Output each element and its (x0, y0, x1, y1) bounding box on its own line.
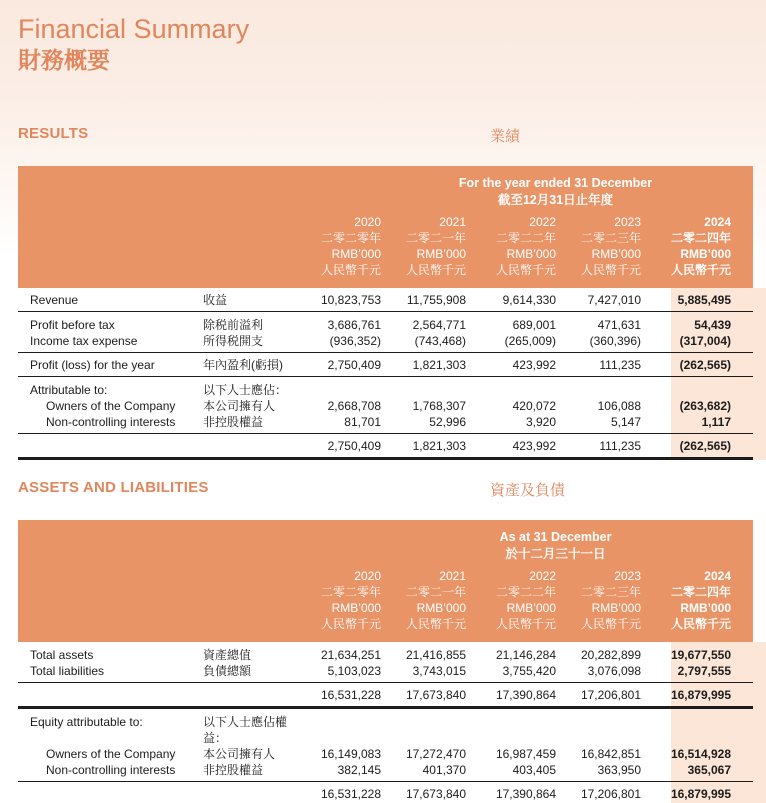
year-header-line-unit: RMB’000 (331, 247, 381, 261)
value-cell: (265,009) (504, 334, 556, 348)
table-row (18, 687, 753, 703)
year-header-line-year_zh: 二零二二年 (495, 231, 556, 245)
value-cell: 7,427,010 (587, 293, 641, 307)
year-column-header-2024 (641, 568, 739, 632)
year-header-line-year_zh: 二零二三年 (580, 585, 641, 599)
value-cell: 16,531,228 (320, 688, 381, 702)
value-cell: 111,235 (599, 439, 641, 453)
value-cell: 2,750,409 (327, 439, 381, 453)
value-cell: 21,416,855 (405, 648, 466, 662)
year-column-header-2023 (556, 214, 641, 278)
table-row (18, 317, 753, 333)
year-header-line-unit: RMB’000 (506, 247, 556, 261)
value-cell: 16,842,851 (580, 747, 641, 761)
year-header-line-year: 2022 (529, 569, 556, 583)
section-heading-zh: 業績 (490, 128, 521, 145)
year-header-line-unit: RMB’000 (591, 601, 641, 615)
value-cell: 17,390,864 (495, 688, 556, 702)
year-header-line-year_zh: 二零二三年 (580, 231, 641, 245)
band-title-en: For the year ended 31 December (458, 176, 653, 190)
year-header-line-unit_zh: 人民幣千元 (580, 617, 641, 631)
year-header-line-year_zh: 二零二零年 (320, 231, 381, 245)
value-cell: 17,206,801 (580, 787, 641, 801)
value-cell: 3,743,015 (412, 664, 466, 678)
year-column-headers (18, 214, 753, 278)
table-row-group (18, 642, 753, 683)
year-header-line-year: 2021 (439, 569, 466, 583)
table-row (18, 438, 753, 454)
row-label-zh (203, 786, 303, 802)
row-label-zh: 非控股權益 (203, 415, 264, 429)
value-cell (381, 714, 466, 746)
table-row (18, 746, 753, 762)
year-header-line-unit: RMB’000 (416, 247, 466, 261)
row-label-en: Non-controlling interests (46, 763, 176, 777)
row-label-zh: 資產總值 (203, 648, 252, 662)
year-column-header-2024 (641, 214, 739, 278)
year-header-line-unit: RMB’000 (506, 601, 556, 615)
row-label-en (18, 786, 203, 802)
value-cell: 401,370 (422, 763, 466, 777)
year-header-line-year: 2024 (704, 215, 731, 229)
year-header-line-year: 2024 (704, 569, 731, 583)
value-cell: 52,996 (429, 415, 466, 429)
results-section (0, 125, 766, 460)
value-cell: 1,768,307 (412, 399, 466, 413)
value-cell: 3,076,098 (587, 664, 641, 678)
year-column-header-2020 (303, 568, 381, 632)
table-row-group (18, 683, 753, 709)
year-column-headers (18, 568, 753, 632)
table-body (18, 642, 753, 803)
year-header-line-unit_zh: 人民幣千元 (670, 617, 731, 631)
value-cell (641, 714, 739, 746)
year-header-line-unit_zh: 人民幣千元 (320, 617, 381, 631)
value-cell (303, 714, 381, 746)
table-row (18, 333, 753, 349)
assets-liabilities-table (18, 520, 753, 803)
page-title-chinese: 財務概要 (18, 47, 110, 73)
year-header-line-unit_zh: 人民幣千元 (405, 263, 466, 277)
value-cell: 16,987,459 (495, 747, 556, 761)
value-cell: 382,145 (337, 763, 381, 777)
year-header-line-unit: RMB’000 (680, 247, 731, 261)
year-header-line-year_zh: 二零二四年 (670, 231, 731, 245)
table-row-group (18, 288, 753, 312)
row-label-en: Profit before tax (30, 318, 115, 332)
year-column-header-2021 (381, 214, 466, 278)
value-cell: (262,565) (679, 358, 731, 372)
value-cell: 423,992 (512, 439, 556, 453)
section-heading-assets (18, 479, 753, 499)
row-label-zh: 負債總額 (203, 664, 252, 678)
value-cell: 3,920 (525, 415, 556, 429)
table-row-group (18, 377, 753, 434)
value-cell: 365,067 (687, 763, 731, 777)
year-header-line-year: 2021 (439, 215, 466, 229)
value-cell: 21,634,251 (320, 648, 381, 662)
table-row (18, 714, 753, 746)
row-label-zh: 以下人士應佔權益： (203, 715, 288, 745)
year-header-line-unit: RMB’000 (591, 247, 641, 261)
row-label-zh: 收益 (203, 293, 228, 307)
value-cell: 423,992 (512, 358, 556, 372)
table-row (18, 663, 753, 679)
table-row (18, 357, 753, 373)
table-row-group (18, 353, 753, 377)
value-cell: 81,701 (344, 415, 381, 429)
value-cell: 5,147 (610, 415, 641, 429)
row-label-zh (203, 438, 303, 454)
table-row (18, 414, 753, 430)
value-cell: 16,149,083 (320, 747, 381, 761)
value-cell: 1,117 (701, 415, 731, 429)
table-row-group (18, 312, 753, 353)
value-cell: (263,682) (679, 399, 731, 413)
year-column-header-2021 (381, 568, 466, 632)
row-label-en: Owners of the Company (46, 747, 176, 761)
value-cell (466, 382, 556, 398)
row-label-en: Non-controlling interests (46, 415, 176, 429)
value-cell: 1,821,303 (412, 358, 466, 372)
row-label-zh: 本公司擁有人 (203, 399, 276, 413)
year-header-line-year: 2020 (354, 569, 381, 583)
value-cell: 20,282,899 (580, 648, 641, 662)
value-cell: 3,686,761 (327, 318, 381, 332)
value-cell: 2,668,708 (327, 399, 381, 413)
value-cell: 17,206,801 (580, 688, 641, 702)
year-header-line-unit: RMB’000 (331, 601, 381, 615)
table-row (18, 382, 753, 398)
year-column-header-2023 (556, 568, 641, 632)
section-heading-results (18, 125, 753, 145)
table-row (18, 762, 753, 778)
table-header-band (18, 520, 753, 642)
value-cell: 11,755,908 (406, 293, 466, 307)
value-cell: 420,072 (512, 399, 556, 413)
value-cell: 17,673,840 (405, 787, 466, 801)
value-cell (466, 714, 556, 746)
assets-liabilities-section (0, 479, 766, 803)
value-cell: 17,390,864 (495, 787, 556, 801)
row-label-zh: 以下人士應佔： (203, 383, 288, 397)
row-label-en: Profit (loss) for the year (30, 358, 155, 372)
year-header-spacer (18, 568, 303, 632)
year-header-line-unit_zh: 人民幣千元 (495, 263, 556, 277)
year-header-line-year_zh: 二零二一年 (405, 231, 466, 245)
table-row (18, 786, 753, 802)
table-row-group (18, 709, 753, 782)
row-label-en: Revenue (30, 293, 79, 307)
year-header-line-year_zh: 二零二一年 (405, 585, 466, 599)
table-row (18, 292, 753, 308)
year-header-line-unit: RMB’000 (680, 601, 731, 615)
value-cell: 16,514,928 (670, 747, 731, 761)
value-cell: 17,272,470 (405, 747, 466, 761)
value-cell: 16,879,995 (670, 787, 731, 801)
value-cell: 54,439 (694, 318, 731, 332)
page-title: Financial Summary (18, 14, 250, 44)
row-label-en: Equity attributable to: (30, 715, 143, 729)
row-label-en: Attributable to: (30, 383, 108, 397)
value-cell: 106,088 (597, 399, 641, 413)
value-cell: 111,235 (599, 358, 641, 372)
year-header-line-year_zh: 二零二零年 (320, 585, 381, 599)
year-header-line-unit: RMB’000 (416, 601, 466, 615)
value-cell: 2,797,555 (677, 664, 731, 678)
value-cell: 17,673,840 (405, 688, 466, 702)
row-label-zh: 本公司擁有人 (203, 747, 276, 761)
row-label-en: Income tax expense (30, 334, 138, 348)
value-cell: (936,352) (329, 334, 381, 348)
results-table (18, 166, 753, 460)
value-cell: 16,531,228 (320, 787, 381, 801)
year-header-line-unit_zh: 人民幣千元 (495, 617, 556, 631)
value-cell: 2,750,409 (327, 358, 381, 372)
value-cell: 471,631 (597, 318, 641, 332)
value-cell (381, 382, 466, 398)
section-heading-en: ASSETS AND LIABILITIES (18, 479, 209, 496)
value-cell: 16,879,995 (670, 688, 731, 702)
band-title-zh: 於十二月三十一日 (505, 547, 606, 561)
table-row (18, 647, 753, 663)
year-header-line-unit_zh: 人民幣千元 (320, 263, 381, 277)
value-cell (556, 382, 641, 398)
year-header-line-year_zh: 二零二二年 (495, 585, 556, 599)
value-cell: 9,614,330 (502, 293, 556, 307)
year-header-line-unit_zh: 人民幣千元 (670, 263, 731, 277)
value-cell: 689,001 (512, 318, 556, 332)
row-label-en (18, 438, 203, 454)
value-cell: 2,564,771 (412, 318, 466, 332)
row-label-zh: 非控股權益 (203, 763, 264, 777)
row-label-en: Total assets (30, 648, 94, 662)
table-header-band (18, 166, 753, 288)
band-title (358, 529, 753, 563)
value-cell: 10,823,753 (320, 293, 381, 307)
year-header-line-unit_zh: 人民幣千元 (580, 263, 641, 277)
value-cell (303, 382, 381, 398)
value-cell: 21,146,284 (495, 648, 556, 662)
band-title-zh: 截至12月31日止年度 (497, 193, 614, 207)
band-title (358, 175, 753, 209)
year-header-line-unit_zh: 人民幣千元 (405, 617, 466, 631)
value-cell (556, 714, 641, 746)
value-cell: 5,103,023 (327, 664, 381, 678)
value-cell: (360,396) (589, 334, 641, 348)
year-header-line-year: 2020 (354, 215, 381, 229)
row-label-en: Total liabilities (30, 664, 105, 678)
value-cell (641, 382, 739, 398)
row-label-zh: 所得税開支 (203, 334, 264, 348)
page-header (0, 0, 766, 75)
value-cell: 5,885,495 (677, 293, 731, 307)
row-label-zh (203, 687, 303, 703)
table-row-group (18, 434, 753, 460)
value-cell: 363,950 (597, 763, 641, 777)
year-header-line-year: 2022 (529, 215, 556, 229)
table-row (18, 398, 753, 414)
section-heading-en: RESULTS (18, 125, 89, 142)
value-cell: 1,821,303 (412, 439, 466, 453)
year-column-header-2022 (466, 568, 556, 632)
row-label-zh: 除税前溢利 (203, 318, 264, 332)
year-column-header-2022 (466, 214, 556, 278)
row-label-zh: 年內盈利(虧損) (203, 358, 283, 372)
year-header-spacer (18, 214, 303, 278)
year-header-line-year_zh: 二零二四年 (670, 585, 731, 599)
table-body (18, 288, 753, 460)
year-header-line-year: 2023 (614, 215, 641, 229)
section-heading-zh: 資產及負債 (490, 482, 566, 499)
value-cell: (317,004) (679, 334, 731, 348)
year-header-line-year: 2023 (614, 569, 641, 583)
value-cell: 19,677,550 (670, 648, 731, 662)
value-cell: 3,755,420 (502, 664, 556, 678)
row-label-en: Owners of the Company (46, 399, 176, 413)
band-title-en: As at 31 December (499, 530, 612, 544)
value-cell: (262,565) (679, 439, 731, 453)
row-label-en (18, 687, 203, 703)
value-cell: 403,405 (512, 763, 556, 777)
value-cell: (743,468) (414, 334, 466, 348)
year-column-header-2020 (303, 214, 381, 278)
table-row-group (18, 782, 753, 803)
